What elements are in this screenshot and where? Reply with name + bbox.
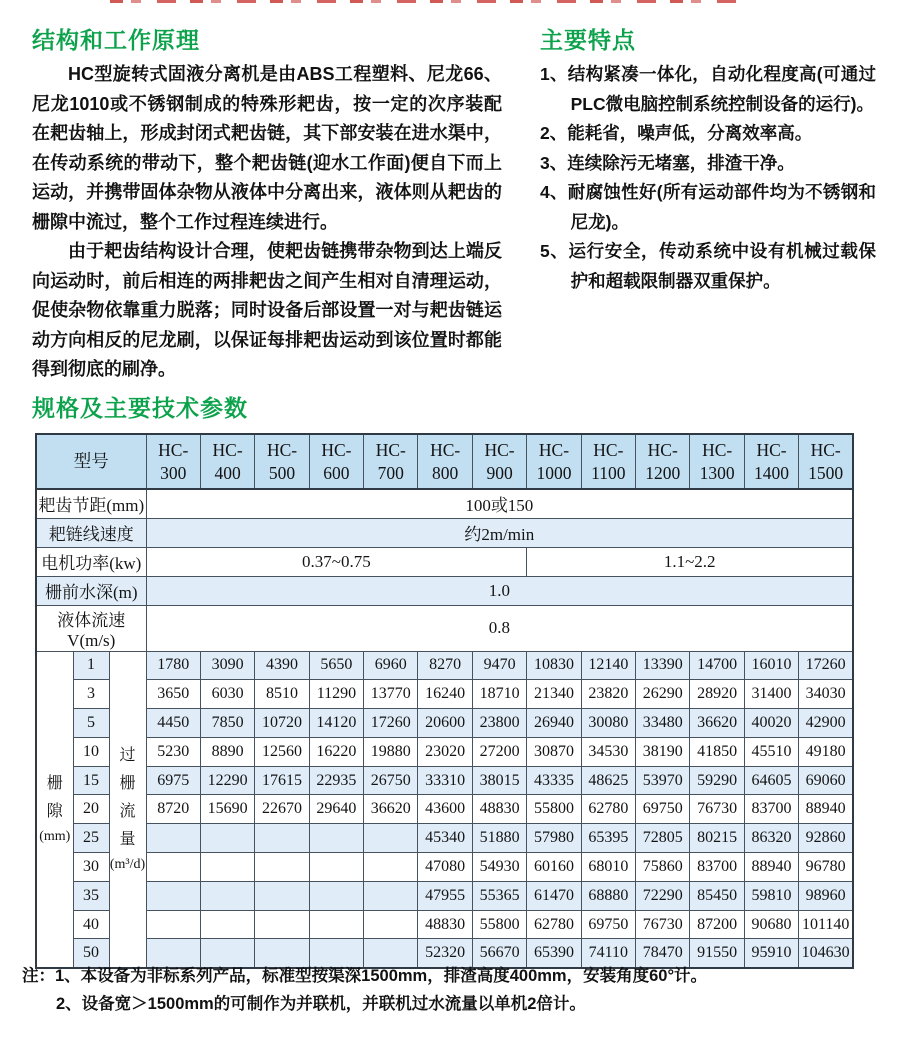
note-line-1: 注：1、本设备为非标系列产品，标准型按渠深1500mm，排渣高度400mm，安装角度60°计。 [22, 967, 708, 985]
model-header-cell: HC- 800 [418, 434, 472, 489]
flow-value-cell: 92860 [799, 824, 853, 853]
specs-section-heading: 规格及主要技术参数 [32, 395, 248, 421]
cropped-red-header-text [110, 0, 748, 3]
flow-value-cell: 101140 [799, 910, 853, 939]
flow-value-cell: 49180 [799, 737, 853, 766]
gap-size-cell: 25 [73, 824, 109, 853]
gap-size-cell: 1 [73, 651, 109, 680]
flow-value-cell: 47955 [418, 881, 472, 910]
flow-data-row [36, 709, 853, 738]
flow-value-cell: 68880 [581, 881, 635, 910]
param-row [36, 547, 853, 576]
flow-value-cell: 13390 [636, 651, 690, 680]
flow-value-cell: 45510 [744, 737, 798, 766]
param-value: 100或150 [146, 489, 853, 518]
flow-value-cell: 22935 [309, 766, 363, 795]
flow-value-cell [255, 881, 309, 910]
flow-value-cell [146, 881, 200, 910]
flow-value-cell [200, 824, 254, 853]
flow-value-cell: 55800 [472, 910, 526, 939]
model-header-cell: HC- 1500 [799, 434, 853, 489]
flow-value-cell: 64605 [744, 766, 798, 795]
flow-value-cell: 28920 [690, 680, 744, 709]
flow-value-cell: 69750 [636, 795, 690, 824]
flow-value-cell: 17260 [364, 709, 418, 738]
flow-value-cell: 6030 [200, 680, 254, 709]
flow-value-cell: 22670 [255, 795, 309, 824]
note-line-2: 2、设备宽＞1500mm的可制作为并联机，并联机过水流量以单机2倍计。 [56, 995, 586, 1013]
param-label: 电机功率(kw) [36, 547, 146, 576]
flow-value-cell: 69750 [581, 910, 635, 939]
flow-value-cell: 80215 [690, 824, 744, 853]
flow-value-cell: 52320 [418, 939, 472, 968]
model-header-cell: HC- 700 [364, 434, 418, 489]
flow-rate-axis-label: 过 栅 流 量 (m³/d) [109, 651, 146, 968]
flow-value-cell: 55365 [472, 881, 526, 910]
flow-value-cell: 38015 [472, 766, 526, 795]
flow-value-cell [364, 910, 418, 939]
feature-item: 1、结构紧凑一体化，自动化程度高(可通过PLC微电脑控制系统控制设备的运行)。 [540, 64, 876, 114]
flow-value-cell [309, 824, 363, 853]
flow-value-cell: 48625 [581, 766, 635, 795]
flow-data-row [36, 881, 853, 910]
flow-value-cell: 12560 [255, 737, 309, 766]
gap-size-cell: 5 [73, 709, 109, 738]
flow-value-cell: 14120 [309, 709, 363, 738]
flow-value-cell: 95910 [744, 939, 798, 968]
flow-value-cell: 20600 [418, 709, 472, 738]
flow-value-cell: 42900 [799, 709, 853, 738]
flow-value-cell [146, 910, 200, 939]
param-label: 栅前水深(m) [36, 576, 146, 605]
principle-paragraph: HC型旋转式固液分离机是由ABS工程塑料、尼龙66、尼龙1010或不锈钢制成的特殊形耙齿，按一定的次序装配在耙齿轴上，形成封闭式耙齿链，其下部安装在进水渠中，在传动系统的带动下，整个耙齿链(迎水工作面)便自下而上运动，并携带固体杂物从液体中分离出来，液体则从耙齿的栅隙中流过，整个工作过程连续进行。 [32, 64, 502, 232]
flow-value-cell [200, 881, 254, 910]
flow-value-cell: 65395 [581, 824, 635, 853]
flow-data-row [36, 795, 853, 824]
gap-size-cell: 15 [73, 766, 109, 795]
flow-value-cell: 10830 [527, 651, 581, 680]
flow-value-cell: 51880 [472, 824, 526, 853]
flow-value-cell [255, 910, 309, 939]
flow-data-row [36, 824, 853, 853]
flow-value-cell: 33480 [636, 709, 690, 738]
flow-value-cell: 98960 [799, 881, 853, 910]
flow-value-cell: 76730 [690, 795, 744, 824]
flow-value-cell: 3650 [146, 680, 200, 709]
flow-value-cell: 21340 [527, 680, 581, 709]
flow-value-cell: 23800 [472, 709, 526, 738]
flow-value-cell: 27200 [472, 737, 526, 766]
flow-value-cell: 53970 [636, 766, 690, 795]
principle-section-heading: 结构和工作原理 [32, 27, 200, 53]
gap-size-cell: 40 [73, 910, 109, 939]
flow-data-row [36, 680, 853, 709]
flow-value-cell: 18710 [472, 680, 526, 709]
flow-value-cell [200, 853, 254, 882]
flow-value-cell: 6975 [146, 766, 200, 795]
flow-value-cell: 29640 [309, 795, 363, 824]
model-header-cell: HC- 500 [255, 434, 309, 489]
features-list [540, 60, 876, 296]
flow-value-cell [364, 824, 418, 853]
flow-value-cell: 88940 [799, 795, 853, 824]
flow-value-cell: 36620 [364, 795, 418, 824]
flow-value-cell: 65390 [527, 939, 581, 968]
flow-value-cell: 43335 [527, 766, 581, 795]
flow-value-cell: 4390 [255, 651, 309, 680]
flow-value-cell: 8720 [146, 795, 200, 824]
flow-data-row [36, 910, 853, 939]
flow-value-cell: 59290 [690, 766, 744, 795]
model-header-cell: HC- 1400 [744, 434, 798, 489]
flow-value-cell: 33310 [418, 766, 472, 795]
flow-value-cell [146, 853, 200, 882]
flow-value-cell: 72805 [636, 824, 690, 853]
flow-value-cell: 68010 [581, 853, 635, 882]
flow-value-cell: 15690 [200, 795, 254, 824]
gap-size-cell: 30 [73, 853, 109, 882]
flow-value-cell: 19880 [364, 737, 418, 766]
param-label: 液体流速V(m/s) [36, 605, 146, 651]
model-header-cell: HC- 300 [146, 434, 200, 489]
gap-size-cell: 20 [73, 795, 109, 824]
footnotes [22, 962, 882, 1018]
flow-value-cell: 34530 [581, 737, 635, 766]
flow-value-cell: 59810 [744, 881, 798, 910]
flow-value-cell: 75860 [636, 853, 690, 882]
flow-value-cell: 56670 [472, 939, 526, 968]
flow-data-row [36, 766, 853, 795]
flow-value-cell: 26940 [527, 709, 581, 738]
flow-value-cell: 23020 [418, 737, 472, 766]
param-row [36, 489, 853, 518]
flow-value-cell: 83700 [744, 795, 798, 824]
model-corner-cell: 型号 [36, 434, 146, 489]
flow-value-cell: 3090 [200, 651, 254, 680]
flow-value-cell: 62780 [581, 795, 635, 824]
feature-item: 4、耐腐蚀性好(所有运动部件均为不锈钢和尼龙)。 [540, 182, 876, 232]
flow-value-cell: 5650 [309, 651, 363, 680]
flow-value-cell: 76730 [636, 910, 690, 939]
param-value: 0.8 [146, 605, 853, 651]
flow-value-cell: 17615 [255, 766, 309, 795]
flow-value-cell: 8270 [418, 651, 472, 680]
flow-data-row [36, 651, 853, 680]
flow-value-cell: 4450 [146, 709, 200, 738]
flow-value-cell [309, 881, 363, 910]
flow-value-cell: 11290 [309, 680, 363, 709]
flow-value-cell: 40020 [744, 709, 798, 738]
flow-value-cell: 31400 [744, 680, 798, 709]
gap-size-cell: 10 [73, 737, 109, 766]
flow-data-row [36, 737, 853, 766]
flow-value-cell: 87200 [690, 910, 744, 939]
feature-item: 3、连续除污无堵塞，排渣干净。 [540, 152, 795, 173]
flow-value-cell: 17260 [799, 651, 853, 680]
param-value: 0.37~0.75 [146, 547, 527, 576]
spec-table [35, 433, 854, 969]
model-header-cell: HC- 900 [472, 434, 526, 489]
flow-value-cell: 7850 [200, 709, 254, 738]
flow-value-cell: 34030 [799, 680, 853, 709]
flow-value-cell: 8510 [255, 680, 309, 709]
gap-size-cell: 35 [73, 881, 109, 910]
principle-text-block [32, 60, 502, 385]
param-value: 约2m/min [146, 518, 853, 547]
param-label: 耙链线速度 [36, 518, 146, 547]
flow-value-cell: 74110 [581, 939, 635, 968]
model-header-cell: HC- 400 [200, 434, 254, 489]
model-header-row [36, 434, 853, 489]
flow-value-cell: 78470 [636, 939, 690, 968]
flow-value-cell: 96780 [799, 853, 853, 882]
flow-value-cell: 12140 [581, 651, 635, 680]
flow-value-cell: 69060 [799, 766, 853, 795]
flow-value-cell: 16220 [309, 737, 363, 766]
principle-paragraph: 由于耙齿结构设计合理，使耙齿链携带杂物到达上端反向运动时，前后相连的两排耙齿之间产生相对自清理运动，促使杂物依靠重力脱落；同时设备后部设置一对与耙齿链运动方向相反的尼龙刷，以保证每排耙齿运动到该位置时都能得到彻底的刷净。 [32, 241, 502, 379]
flow-value-cell: 12290 [200, 766, 254, 795]
flow-data-row [36, 853, 853, 882]
flow-value-cell: 30080 [581, 709, 635, 738]
flow-value-cell: 8890 [200, 737, 254, 766]
flow-value-cell: 16010 [744, 651, 798, 680]
flow-value-cell: 13770 [364, 680, 418, 709]
model-header-cell: HC- 600 [309, 434, 363, 489]
flow-value-cell: 1780 [146, 651, 200, 680]
param-value: 1.0 [146, 576, 853, 605]
flow-value-cell: 55800 [527, 795, 581, 824]
flow-value-cell: 62780 [527, 910, 581, 939]
param-row [36, 605, 853, 651]
flow-value-cell: 88940 [744, 853, 798, 882]
flow-value-cell: 45340 [418, 824, 472, 853]
flow-value-cell: 61470 [527, 881, 581, 910]
grid-gap-axis-label: 栅 隙 (mm) [36, 651, 73, 968]
flow-value-cell [255, 824, 309, 853]
flow-value-cell: 91550 [690, 939, 744, 968]
flow-value-cell [255, 853, 309, 882]
flow-value-cell: 9470 [472, 651, 526, 680]
flow-value-cell: 60160 [527, 853, 581, 882]
flow-value-cell: 54930 [472, 853, 526, 882]
flow-value-cell: 48830 [418, 910, 472, 939]
param-row [36, 576, 853, 605]
flow-value-cell: 90680 [744, 910, 798, 939]
flow-value-cell: 30870 [527, 737, 581, 766]
gap-size-cell: 50 [73, 939, 109, 968]
features-section-heading: 主要特点 [540, 27, 636, 53]
flow-value-cell: 86320 [744, 824, 798, 853]
flow-value-cell: 72290 [636, 881, 690, 910]
flow-value-cell: 26750 [364, 766, 418, 795]
model-header-cell: HC- 1100 [581, 434, 635, 489]
flow-value-cell [364, 881, 418, 910]
model-header-cell: HC- 1000 [527, 434, 581, 489]
flow-value-cell: 41850 [690, 737, 744, 766]
flow-value-cell [309, 853, 363, 882]
flow-value-cell [309, 910, 363, 939]
model-header-cell: HC- 1300 [690, 434, 744, 489]
flow-value-cell: 38190 [636, 737, 690, 766]
flow-value-cell: 16240 [418, 680, 472, 709]
flow-value-cell: 23820 [581, 680, 635, 709]
flow-value-cell: 47080 [418, 853, 472, 882]
flow-value-cell: 5230 [146, 737, 200, 766]
flow-value-cell: 36620 [690, 709, 744, 738]
param-label: 耙齿节距(mm) [36, 489, 146, 518]
flow-value-cell: 14700 [690, 651, 744, 680]
flow-value-cell: 85450 [690, 881, 744, 910]
flow-value-cell: 48830 [472, 795, 526, 824]
feature-item: 5、运行安全，传动系统中设有机械过载保护和超载限制器双重保护。 [540, 241, 876, 291]
flow-value-cell: 83700 [690, 853, 744, 882]
gap-size-cell: 3 [73, 680, 109, 709]
flow-value-cell [200, 910, 254, 939]
note-prefix: 注： [22, 967, 55, 985]
flow-value-cell [146, 824, 200, 853]
flow-value-cell: 26290 [636, 680, 690, 709]
flow-value-cell [364, 853, 418, 882]
flow-value-cell: 10720 [255, 709, 309, 738]
model-header-cell: HC- 1200 [636, 434, 690, 489]
flow-value-cell: 43600 [418, 795, 472, 824]
feature-item: 2、能耗省，噪声低，分离效率高。 [540, 123, 813, 143]
flow-value-cell: 6960 [364, 651, 418, 680]
param-row [36, 518, 853, 547]
flow-value-cell: 104630 [799, 939, 853, 968]
flow-value-cell: 57980 [527, 824, 581, 853]
param-value: 1.1~2.2 [527, 547, 853, 576]
